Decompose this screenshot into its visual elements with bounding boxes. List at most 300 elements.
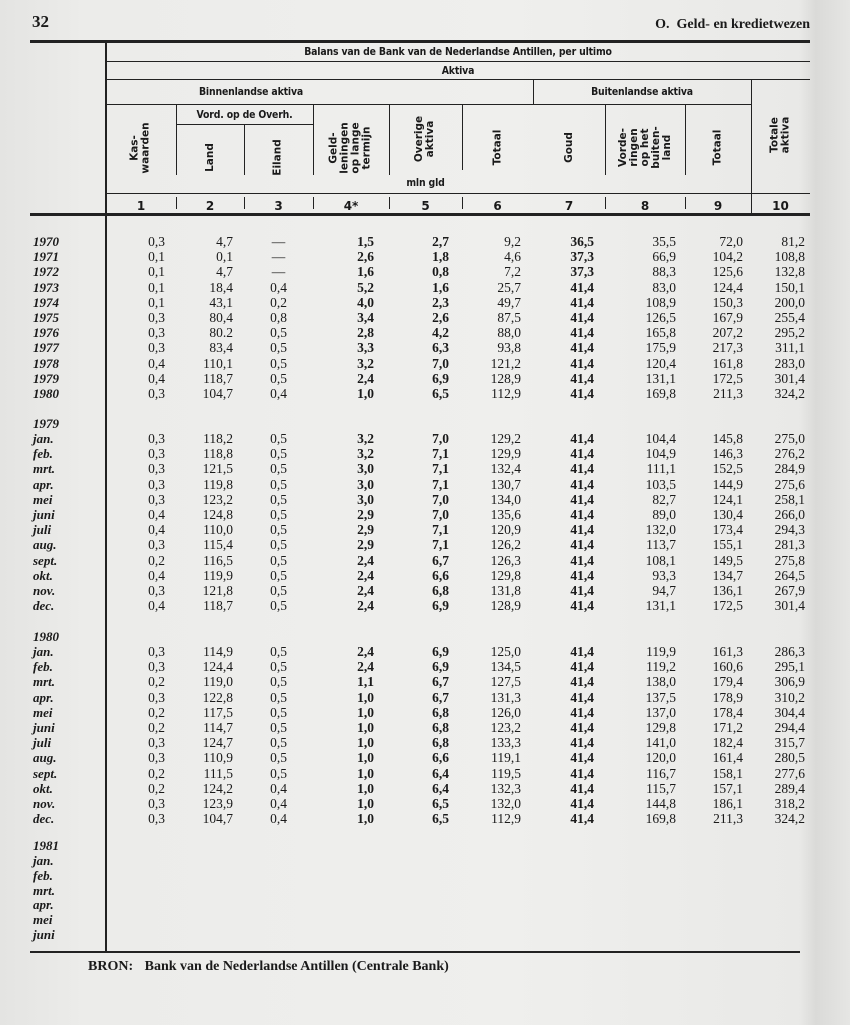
table-cell: 134,5 <box>490 659 521 675</box>
table-cell: 118,2 <box>203 431 233 446</box>
table-cell: 41,4 <box>570 552 594 568</box>
table-cell: 275,6 <box>774 476 805 492</box>
table-title: Balans van de Bank van de Nederlandse Antillen, per ultimo <box>304 45 612 58</box>
table-row <box>0 927 850 942</box>
table-cell: 88,3 <box>652 264 676 280</box>
table-row <box>0 853 850 868</box>
table-cell: 120,4 <box>645 355 676 371</box>
table-cell: 7,0 <box>432 431 449 446</box>
table-cell: 301,4 <box>774 370 805 386</box>
table-cell: 301,4 <box>774 598 805 614</box>
table-row <box>0 461 850 476</box>
table-cell: 83,0 <box>652 279 676 295</box>
table-cell: 6,5 <box>432 386 449 401</box>
table-cell: 0,5 <box>270 689 287 705</box>
source-label: BRON: <box>88 959 134 974</box>
table-cell: 2,4 <box>357 598 374 614</box>
table-cell: 275,8 <box>774 552 805 568</box>
table-row <box>0 386 850 401</box>
table-row <box>0 912 850 927</box>
table-cell: 0,5 <box>270 735 287 751</box>
table-cell: 41,4 <box>570 780 594 796</box>
table-cell: 104,9 <box>645 446 676 462</box>
table-cell: 295,2 <box>774 325 805 341</box>
table-cell: 277,6 <box>774 765 805 781</box>
row-label: 1971 <box>33 249 59 265</box>
table-cell: 41,4 <box>570 279 594 295</box>
table-cell: 132,0 <box>645 522 676 538</box>
table-cell: 138,0 <box>645 674 676 690</box>
table-cell: 324,2 <box>774 811 805 827</box>
table-cell: 41,4 <box>570 765 594 781</box>
table-cell: 0,4 <box>148 567 165 583</box>
table-cell: 150,1 <box>774 279 805 295</box>
row-label: feb. <box>33 659 53 675</box>
unit-label: mln gld <box>406 176 445 189</box>
table-cell: 266,0 <box>774 507 805 522</box>
column-header <box>106 105 176 190</box>
table-cell: 2,4 <box>357 552 374 568</box>
table-cell: 0,4 <box>148 370 165 386</box>
table-cell: 88,0 <box>497 325 521 341</box>
table-cell: 0,3 <box>148 340 165 356</box>
table-cell: 41,4 <box>570 583 594 598</box>
table-cell: 217,3 <box>712 340 743 356</box>
column-header-label: Kas- waarden <box>128 121 152 174</box>
table-cell: 0,5 <box>270 765 287 781</box>
table-cell: 115,7 <box>646 780 676 796</box>
table-cell: 1,8 <box>432 249 449 265</box>
table-cell: 2,6 <box>357 249 374 265</box>
row-label: dec. <box>33 811 55 827</box>
table-cell: 171,2 <box>712 720 743 735</box>
table-cell: 283,0 <box>774 355 805 371</box>
table-cell: 0,3 <box>148 386 165 401</box>
table-cell: 119,2 <box>646 659 676 675</box>
table-cell: 3,4 <box>357 310 374 325</box>
table-cell: 165,8 <box>645 325 676 341</box>
column-number: 4* <box>343 199 359 213</box>
page-number: 32 <box>32 12 49 31</box>
table-cell: 121,5 <box>202 461 233 477</box>
column-header-label: Land <box>203 143 216 172</box>
table-cell: 2,4 <box>357 583 374 598</box>
row-label: juni <box>33 927 55 942</box>
table-cell: 132,3 <box>490 780 521 796</box>
table-cell: 0,5 <box>270 491 287 507</box>
year-group-label: 1981 <box>33 838 59 853</box>
table-cell: 0,3 <box>148 431 165 446</box>
row-label: juli <box>33 522 52 538</box>
table-cell: 161,4 <box>712 750 743 766</box>
row-label: dec. <box>33 598 55 614</box>
table-cell: 3,3 <box>357 340 374 356</box>
table-cell: 35,5 <box>652 234 676 249</box>
table-cell: 0,4 <box>270 780 287 796</box>
table-cell: 0,2 <box>148 780 165 796</box>
table-cell: 93,3 <box>652 567 676 583</box>
row-label: jan. <box>33 853 54 868</box>
table-cell: 0,3 <box>148 446 165 462</box>
table-cell: 211,3 <box>713 811 743 827</box>
column-number: 8 <box>640 199 650 213</box>
table-row <box>0 234 850 249</box>
table-cell: 104,4 <box>645 431 676 446</box>
row-label: feb. <box>33 867 53 883</box>
table-cell: 81,2 <box>781 234 805 249</box>
table-cell: 104,7 <box>202 811 233 827</box>
table-cell: 2,4 <box>357 659 374 675</box>
table-row <box>0 522 850 537</box>
table-cell: 4,2 <box>432 325 449 341</box>
table-cell: 6,9 <box>432 659 449 675</box>
table-cell: 36,5 <box>570 234 594 249</box>
table-cell: 3,2 <box>357 431 374 446</box>
table-cell: 0,4 <box>270 386 287 401</box>
table-cell: 169,8 <box>645 811 676 827</box>
row-label: sept. <box>33 552 58 568</box>
table-row <box>0 356 850 371</box>
table-cell: 123,2 <box>490 720 521 735</box>
table-cell: 0,5 <box>270 750 287 766</box>
table-cell: 41,4 <box>570 644 594 659</box>
table-cell: 0,5 <box>270 720 287 735</box>
table-cell: 6,9 <box>432 370 449 386</box>
rule <box>30 40 810 43</box>
rule <box>533 80 534 104</box>
table-cell: 125,6 <box>712 264 743 280</box>
table-cell: 2,8 <box>357 325 374 341</box>
table-cell: 1,0 <box>357 689 374 705</box>
table-cell: 0,5 <box>270 644 287 659</box>
column-number: 2 <box>205 199 215 213</box>
column-header <box>244 125 313 190</box>
table-cell: 1,0 <box>357 735 374 751</box>
table-cell: 6,8 <box>432 735 449 751</box>
table-cell: 66,9 <box>652 249 676 265</box>
year-group-label: 1979 <box>33 416 59 431</box>
table-cell: 0,5 <box>270 355 287 371</box>
table-cell: 1,0 <box>357 796 374 811</box>
table-cell: 0,5 <box>270 507 287 522</box>
table-cell: 7,0 <box>432 355 449 371</box>
table-cell: 211,3 <box>713 386 743 401</box>
table-cell: 37,3 <box>570 264 594 280</box>
table-row <box>0 507 850 522</box>
row-label: mrt. <box>33 882 56 898</box>
table-cell: 0,5 <box>270 583 287 598</box>
table-cell: 119,0 <box>203 674 233 690</box>
row-label: sept. <box>33 765 58 781</box>
table-cell: 0,4 <box>270 811 287 827</box>
table-cell: 0,3 <box>148 537 165 553</box>
table-cell: 0,1 <box>148 279 165 295</box>
table-cell: 129,9 <box>490 446 521 462</box>
table-cell: 124,1 <box>712 491 743 507</box>
column-header <box>751 80 810 190</box>
table-cell: 129,8 <box>490 567 521 583</box>
row-label: aug. <box>33 750 57 766</box>
column-header <box>389 105 462 172</box>
table-cell: 122,8 <box>202 689 233 705</box>
column-header <box>462 105 533 190</box>
table-row <box>0 766 850 781</box>
table-cell: 0,5 <box>270 340 287 356</box>
table-cell: 7,0 <box>432 507 449 522</box>
table-cell: 0,5 <box>270 461 287 477</box>
row-label: 1974 <box>33 294 59 310</box>
source-text: Bank van de Nederlandse Antillen (Centrale Bank) <box>144 959 449 974</box>
table-row <box>0 371 850 386</box>
table-row <box>0 249 850 264</box>
row-label: 1977 <box>33 340 59 356</box>
table-row <box>0 781 850 796</box>
column-header-label: Totaal <box>711 129 724 166</box>
table-cell: 6,6 <box>432 567 449 583</box>
table-cell: 144,8 <box>645 796 676 811</box>
table-cell: 128,9 <box>490 370 521 386</box>
table-cell: 0,3 <box>148 234 165 249</box>
table-row <box>0 568 850 583</box>
table-cell: 7,1 <box>432 522 449 538</box>
table-cell: 178,9 <box>712 689 743 705</box>
column-header-label: Totaal <box>491 129 503 166</box>
table-cell: 111,1 <box>646 461 676 477</box>
table-cell: 267,9 <box>774 583 805 598</box>
row-label: 1976 <box>33 325 59 341</box>
table-cell: 0,2 <box>270 294 287 310</box>
table-cell: 119,1 <box>491 750 521 766</box>
table-cell: 82,7 <box>652 491 676 507</box>
table-cell: 136,1 <box>712 583 743 598</box>
table-cell: 6,9 <box>432 598 449 614</box>
table-cell: 178,4 <box>712 704 743 720</box>
rule <box>30 951 800 953</box>
table-cell: 37,3 <box>570 249 594 265</box>
table-cell: 4,7 <box>216 264 233 280</box>
table-cell: 128,9 <box>490 598 521 614</box>
table-cell: 0,2 <box>148 552 165 568</box>
table-cell: 0,4 <box>270 279 287 295</box>
table-cell: 207,2 <box>712 325 743 341</box>
table-cell: 119,9 <box>203 567 233 583</box>
table-row <box>0 537 850 552</box>
table-cell: 119,8 <box>203 476 233 492</box>
rule <box>106 61 810 62</box>
table-cell: 137,5 <box>645 689 676 705</box>
table-cell: 200,0 <box>774 294 805 310</box>
table-cell: 0,3 <box>148 689 165 705</box>
table-row <box>0 598 850 613</box>
table-cell: 41,4 <box>570 507 594 522</box>
table-cell: 0,8 <box>270 310 287 325</box>
table-row <box>0 720 850 735</box>
table-cell: 3,0 <box>357 491 374 507</box>
table-cell: 41,4 <box>570 476 594 492</box>
table-cell: 275,0 <box>774 431 805 446</box>
row-label: mrt. <box>33 674 56 690</box>
row-label: juni <box>33 507 55 522</box>
column-number: 3 <box>274 199 283 213</box>
table-row <box>0 477 850 492</box>
table-cell: 72,0 <box>719 234 743 249</box>
table-cell: 126,3 <box>490 552 521 568</box>
table-cell: 124,7 <box>202 735 233 751</box>
table-cell: 41,4 <box>570 659 594 675</box>
table-cell: 114,7 <box>203 720 233 735</box>
table-cell: 126,5 <box>645 310 676 325</box>
table-cell: 1,0 <box>357 750 374 766</box>
table-cell: 41,4 <box>570 689 594 705</box>
column-header <box>313 105 389 190</box>
table-cell: 161,8 <box>712 355 743 371</box>
table-cell: 41,4 <box>570 325 594 341</box>
table-cell: 104,2 <box>712 249 743 265</box>
table-cell: 1,6 <box>432 279 449 295</box>
table-cell: 0,3 <box>148 644 165 659</box>
table-cell: 137,0 <box>645 704 676 720</box>
table-cell: 124,4 <box>202 659 233 675</box>
table-cell: 6,8 <box>432 720 449 735</box>
table-cell: 103,5 <box>645 476 676 492</box>
table-cell: 1,6 <box>357 264 374 280</box>
table-cell: 3,2 <box>357 446 374 462</box>
year-group-label: 1980 <box>33 629 59 644</box>
table-cell: 149,5 <box>712 552 743 568</box>
table-cell: 123,9 <box>202 796 233 811</box>
table-cell: 132,8 <box>774 264 805 280</box>
table-cell: 41,4 <box>570 446 594 462</box>
table-cell: 0,4 <box>148 355 165 371</box>
table-cell: 80.2 <box>209 325 233 341</box>
table-cell: 41,4 <box>570 811 594 827</box>
table-row <box>0 583 850 598</box>
table-cell: 6,4 <box>432 765 449 781</box>
row-label: okt. <box>33 780 53 796</box>
table-cell: 1,1 <box>357 674 374 690</box>
row-label: feb. <box>33 446 53 462</box>
table-cell: 6,7 <box>432 674 449 690</box>
table-row <box>0 796 850 811</box>
table-cell: 0,1 <box>148 249 165 265</box>
table-cell: 2,9 <box>357 537 374 553</box>
table-cell: 0,3 <box>148 659 165 675</box>
table-cell: 0,5 <box>270 370 287 386</box>
table-cell: 0,3 <box>148 476 165 492</box>
table-cell: 41,4 <box>570 537 594 553</box>
table-cell: 4,0 <box>357 294 374 310</box>
table-cell: 112,9 <box>491 811 521 827</box>
table-cell: 93,8 <box>497 340 521 356</box>
table-row <box>0 431 850 446</box>
table-cell: 146,3 <box>712 446 743 462</box>
table-cell: 186,1 <box>712 796 743 811</box>
table-cell: 280,5 <box>774 750 805 766</box>
row-label: apr. <box>33 476 54 492</box>
row-label: jan. <box>33 431 54 446</box>
row-label: juli <box>33 735 52 751</box>
table-row <box>0 868 850 883</box>
table-cell: 324,2 <box>774 386 805 401</box>
table-cell: 1,0 <box>357 780 374 796</box>
rule <box>30 213 810 216</box>
table-cell: 41,4 <box>570 461 594 477</box>
table-cell: — <box>271 264 286 280</box>
table-cell: 111,5 <box>203 765 233 781</box>
table-cell: 1,0 <box>357 720 374 735</box>
table-cell: 295,1 <box>774 659 805 675</box>
table-cell: 144,9 <box>712 476 743 492</box>
table-cell: 132,0 <box>490 796 521 811</box>
table-cell: 126,2 <box>490 537 521 553</box>
table-cell: 6,7 <box>432 689 449 705</box>
row-label: 1973 <box>33 279 59 295</box>
table-cell: 172,5 <box>712 598 743 614</box>
table-cell: 141,0 <box>645 735 676 751</box>
table-row <box>0 674 850 689</box>
table-cell: 131,1 <box>645 598 676 614</box>
row-label: nov. <box>33 583 56 598</box>
table-row <box>0 553 850 568</box>
table-cell: 6,4 <box>432 780 449 796</box>
table-cell: 1,0 <box>357 386 374 401</box>
table-cell: 135,6 <box>490 507 521 522</box>
table-cell: 286,3 <box>774 644 805 659</box>
table-cell: 114,9 <box>203 644 233 659</box>
column-header-label: Overige aktiva <box>413 115 437 162</box>
table-cell: 41,4 <box>570 310 594 325</box>
table-cell: 4,7 <box>216 234 233 249</box>
rule <box>106 193 810 194</box>
table-cell: 41,4 <box>570 491 594 507</box>
column-header <box>685 105 751 190</box>
table-cell: 121,8 <box>202 583 233 598</box>
column-header <box>176 125 244 190</box>
table-cell: 110,0 <box>203 522 233 538</box>
table-cell: 7,1 <box>432 537 449 553</box>
table-cell: 116,7 <box>646 765 676 781</box>
column-header-label: Geld- leningen op lange termijn <box>327 121 373 174</box>
section-title: O. Geld- en kredietwezen <box>655 17 810 32</box>
table-cell: 0,5 <box>270 674 287 690</box>
aktiva-heading: Aktiva <box>441 64 475 77</box>
table-cell: 169,8 <box>645 386 676 401</box>
rule <box>106 79 810 80</box>
table-cell: 41,4 <box>570 796 594 811</box>
table-cell: 110,9 <box>203 750 233 766</box>
table-cell: 281,3 <box>774 537 805 553</box>
table-cell: 145,8 <box>712 431 743 446</box>
table-cell: 125,0 <box>490 644 521 659</box>
table-cell: 124,8 <box>202 507 233 522</box>
source-note <box>88 959 449 975</box>
table-cell: 2,6 <box>432 310 449 325</box>
table-cell: 311,1 <box>775 340 805 356</box>
table-cell: 7,2 <box>504 264 521 280</box>
table-cell: 6,9 <box>432 644 449 659</box>
table-cell: 41,4 <box>570 567 594 583</box>
table-cell: 124,4 <box>712 279 743 295</box>
table-cell: 94,7 <box>652 583 676 598</box>
table-cell: 120,9 <box>490 522 521 538</box>
table-cell: 0,5 <box>270 567 287 583</box>
table-cell: 41,4 <box>570 340 594 356</box>
row-label: 1975 <box>33 310 59 325</box>
table-cell: 0,2 <box>148 704 165 720</box>
table-cell: 116,5 <box>203 552 233 568</box>
table-cell: 41,4 <box>570 598 594 614</box>
table-cell: 6,8 <box>432 704 449 720</box>
